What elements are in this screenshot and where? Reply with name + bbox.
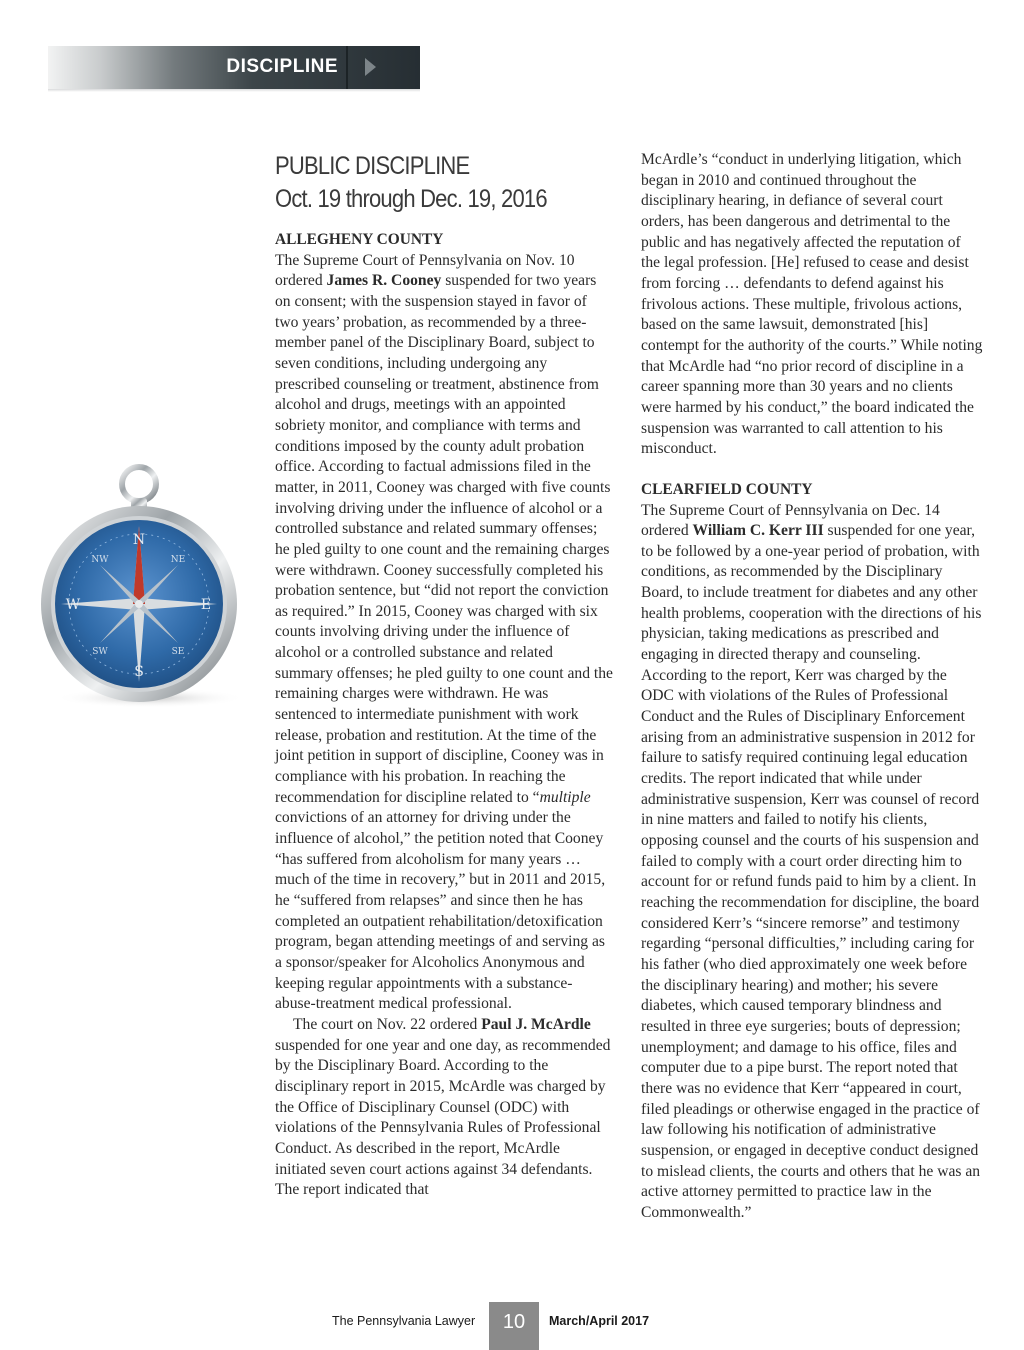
section-gap — [641, 460, 983, 480]
issue-date: March/April 2017 — [549, 1314, 650, 1328]
kerr-paragraph: The Supreme Court of Pennsylvania on Dec. 14 ordered William C. Kerr III suspended for one year, to be followed by a one-year period of probation, with conditions, as recommended by the Disciplinary Board, to include treatment for diabetes and any other health problems, cooperation with the directions of his physician, taking medications as prescribed and engaging in directed therapy and counseling. According to the report, Kerr was charged by the ODC with violations of the Rules of Professional Conduct and the Rules of Disciplinary Enforcement arising from an administrative suspension in 2012 for failure to satisfy required continuing legal education credits. The report indicated that while under administrative suspension, Kerr was counsel of record in nine matters and failed to notify his clients, opposing counsel and the courts of his suspension and failed to comply with a court order directing him to account for or refund funds paid to him by a client. In reaching the recommendation for discipline, the board considered Kerr’s “sincere remorse” and testimony regarding “personal difficulties,” including caring for his father (who died approximately one week before the disciplinary hearing) and mother; his severe diabetes, which caused temporary blindness and resulted in three eye surgeries; bouts of depression; unemployment; and damage to his office, files and computer due to a pipe burst. The report noted that there was no evidence that Kerr “appeared in court, filed pleadings or otherwise engaged in the practice of law following his notification of administrative suspension, or engaged in deceptive conduct designed to mislead clients, the courts and others that he was an active attorney permitted to practice law in the Commonwealth.” — [641, 501, 982, 1221]
mcardle-paragraph: The court on Nov. 22 ordered Paul J. McArdle suspended for one year and one day, as recommended by the Disciplinary Board. According to the disciplinary report in 2015, McArdle was charged by the Office of Disciplinary Counsel (ODC) with violations of the Pennsylvania Rules of Professional Conduct. As described in the report, McArdle initiated seven court actions against 34 defendants. The report indicated that — [275, 1015, 611, 1199]
title-line-2: Oct. 19 through Dec. 19, 2016 — [275, 185, 547, 213]
mcardle-paragraph-continued: McArdle’s “conduct in underlying litigation, which began in 2010 and continued throughout the disciplinary hearing, in defiance of several court orders, has been dangerous and detrimental to the public and has negatively affected the reputation of the legal profession. [He] refused to cease and desist from forcing … defendants to defend against his frivolous actions. These multiple, frivolous actions, based on the same lawsuit, demonstrated [his] contempt for the authority of the courts.” While noting that McArdle had “no prior record of discipline in a career spanning more than 30 years and no clients were harmed by his conduct,” the board indicated the suspension was warranted to call attention to his misconduct. — [641, 151, 983, 458]
compass-n-label: N — [132, 532, 146, 548]
county-heading-clearfield: CLEARFIELD COUNTY — [641, 480, 813, 498]
page-footer — [0, 1302, 1024, 1350]
attorney-name-mcardle: Paul J. McArdle — [481, 1015, 591, 1033]
compass-e-label: E — [200, 597, 212, 613]
compass-se-label: SE — [171, 647, 185, 657]
section-label: DISCIPLINE — [226, 56, 338, 77]
compass-s-label: S — [134, 664, 144, 680]
attorney-name-cooney: James R. Cooney — [326, 272, 442, 290]
page-number: 10 — [489, 1302, 539, 1350]
cooney-paragraph: The Supreme Court of Pennsylvania on Nov. 10 ordered James R. Cooney suspended for two years on consent; with the suspension stayed in favor of two years’ probation, as recommended by a three-member panel of the Disciplinary Board, subject to seven conditions, including undergoing any prescribed counseling or treatment, abstinence from alcohol and drugs, meetings with an appointed sobriety monitor, and compliance with terms and conditions imposed by the county adult probation office. According to factual admissions filed in the matter, in 2011, Cooney was charged with five counts involving driving under the influence of alcohol or a controlled substance and related summary offenses; he pled guilty to one count and the remaining charges were withdrawn. Cooney successfully completed his probation sentence, but “did not report the conviction as required.” In 2015, Cooney was charged with six counts involving driving under the influence of alcohol or a controlled substance and related summary offenses; he pled guilty to one count and the remaining charges were withdrawn. He was sentenced to intermediate punishment with work release, probation and restitution. At the time of the joint petition in support of discipline, Cooney was in compliance with his probation. In reaching the recommendation for discipline related to “multiple convictions of an attorney for driving under the influence of alcohol,” the petition noted that Cooney “has suffered from alcoholism for many years … much of the time in recovery,” but in 2011 and 2015, he “suffered from relapses” and since then he has completed an outpatient rehabilitation/detoxification program, began attending meetings of and serving as a sponsor/speaker for Alcoholics Anonymous and keeping regular appointments with a substance-abuse-treatment medical professional. — [275, 251, 613, 1013]
title-line-1: PUBLIC DISCIPLINE — [275, 152, 470, 180]
compass-ne-label: NE — [170, 555, 186, 565]
banner-shadow — [48, 89, 420, 92]
compass-nw-label: NW — [91, 555, 109, 565]
arrow-right-icon — [365, 58, 376, 76]
article-title — [275, 150, 613, 230]
section-banner — [48, 46, 420, 89]
attorney-name-kerr: William C. Kerr III — [692, 522, 824, 540]
county-heading-allegheny: ALLEGHENY COUNTY — [275, 231, 444, 248]
publication-name: The Pennsylvania Lawyer — [332, 1314, 476, 1328]
compass-icon — [40, 462, 250, 710]
article-column-left — [275, 150, 613, 1201]
compass-w-label: W — [65, 597, 81, 613]
compass-sw-label: SW — [92, 647, 108, 657]
banner-divider — [346, 46, 348, 89]
article-column-right — [641, 150, 983, 1223]
